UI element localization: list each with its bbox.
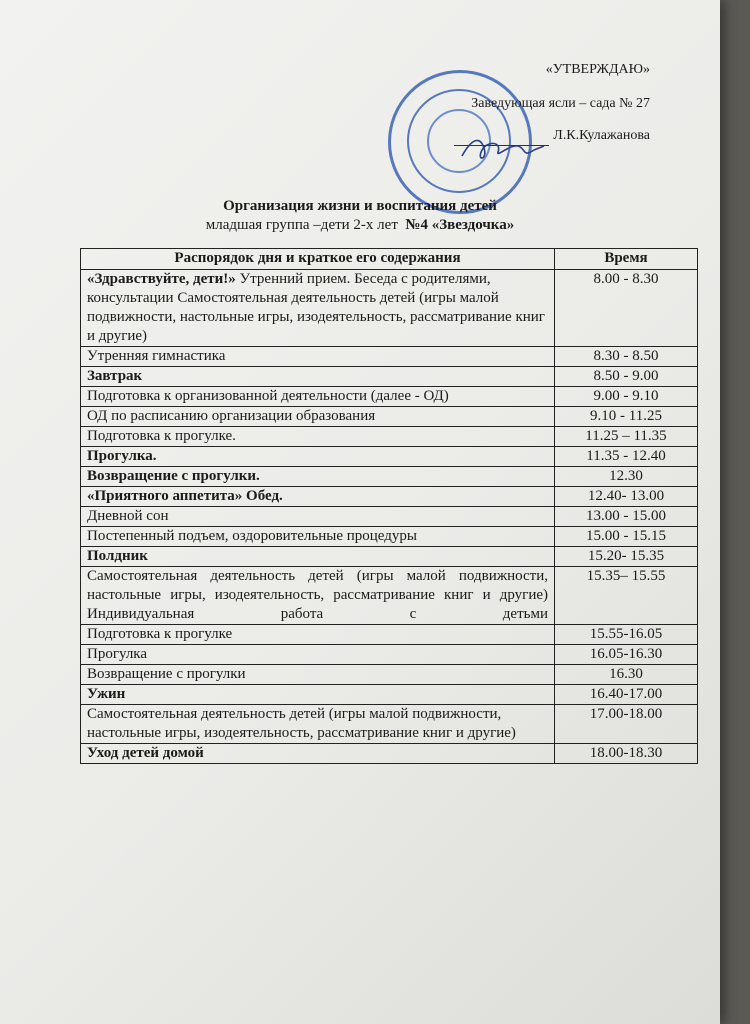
activity-cell	[81, 567, 555, 625]
activity-text: Самостоятельная деятельность детей (игры малой подвижности, настольные игры, изодеятельность, рассматривание книг и другие)	[87, 706, 516, 741]
activity-cell	[81, 367, 555, 387]
activity-text: Прогулка	[87, 646, 148, 662]
table-row	[81, 507, 698, 527]
activity-cell	[81, 467, 555, 487]
time-cell: 15.00 - 15.15	[555, 527, 698, 547]
time-cell: 17.00-18.00	[555, 705, 698, 744]
table-row	[81, 705, 698, 744]
header-activity: Распорядок дня и краткое его содержания	[81, 249, 555, 270]
time-cell: 9.10 - 11.25	[555, 407, 698, 427]
table-row	[81, 387, 698, 407]
time-cell: 8.50 - 9.00	[555, 367, 698, 387]
activity-cell	[81, 685, 555, 705]
time-cell: 12.30	[555, 467, 698, 487]
header-time: Время	[555, 249, 698, 270]
activity-text: Утренняя гимнастика	[87, 348, 226, 364]
time-cell: 8.00 - 8.30	[555, 270, 698, 347]
table-row	[81, 625, 698, 645]
approval-position: Заведующая ясли – сада № 27	[471, 96, 650, 111]
time-cell: 16.40-17.00	[555, 685, 698, 705]
schedule-rows	[81, 270, 698, 764]
activity-text: Утренний прием. Беседа с родителями, консультации Самостоятельная деятельность детей (игры малой подвижности, настольные игры, изодеятельность, рассматривание книг и другие)	[87, 271, 545, 344]
activity-cell	[81, 527, 555, 547]
time-cell: 15.35– 15.55	[555, 567, 698, 625]
activity-cell	[81, 270, 555, 347]
approval-name: Л.К.Кулажанова	[553, 128, 650, 143]
activity-cell	[81, 547, 555, 567]
activity-bold-text: «Приятного аппетита» Обед.	[87, 488, 283, 504]
time-cell: 8.30 - 8.50	[555, 347, 698, 367]
activity-cell	[81, 625, 555, 645]
activity-cell	[81, 665, 555, 685]
activity-text: Постепенный подъем, оздоровительные процедуры	[87, 528, 417, 544]
table-row	[81, 367, 698, 387]
activity-text: Подготовка к прогулке	[87, 626, 233, 642]
table-row	[81, 427, 698, 447]
activity-text: ОД по расписанию организации образования	[87, 408, 376, 424]
time-cell: 16.30	[555, 665, 698, 685]
activity-cell	[81, 347, 555, 367]
table-row	[81, 527, 698, 547]
approval-heading: «УТВЕРЖДАЮ»	[545, 62, 650, 77]
time-cell: 9.00 - 9.10	[555, 387, 698, 407]
subtitle-group-name: №4 «Звездочка»	[405, 217, 515, 233]
activity-cell	[81, 487, 555, 507]
table-row	[81, 407, 698, 427]
activity-bold-text: Ужин	[87, 686, 126, 702]
activity-cell	[81, 387, 555, 407]
table-row	[81, 685, 698, 705]
document-subtitle	[0, 217, 720, 234]
table-row	[81, 487, 698, 507]
activity-bold-text: Полдник	[87, 548, 148, 564]
table-row	[81, 645, 698, 665]
activity-cell	[81, 427, 555, 447]
time-cell: 15.55-16.05	[555, 625, 698, 645]
activity-cell	[81, 744, 555, 764]
schedule-table	[80, 248, 698, 764]
time-cell: 11.35 - 12.40	[555, 447, 698, 467]
activity-cell	[81, 407, 555, 427]
activity-bold-text: Возвращение с прогулки.	[87, 468, 260, 484]
time-cell: 16.05-16.30	[555, 645, 698, 665]
table-row	[81, 567, 698, 625]
table-row	[81, 467, 698, 487]
approval-block	[454, 60, 650, 146]
document-title: Организация жизни и воспитания детей	[223, 198, 497, 214]
activity-bold-text: Уход детей домой	[87, 745, 204, 761]
activity-bold-text: Прогулка.	[87, 448, 157, 464]
approval-signature-line	[454, 126, 650, 146]
activity-text: Подготовка к организованной деятельности (далее - ОД)	[87, 388, 449, 404]
table-header-row	[81, 249, 698, 270]
time-cell: 12.40- 13.00	[555, 487, 698, 507]
table-row	[81, 744, 698, 764]
time-cell: 13.00 - 15.00	[555, 507, 698, 527]
time-cell: 11.25 – 11.35	[555, 427, 698, 447]
activity-text: Дневной сон	[87, 508, 169, 524]
activity-text: Самостоятельная деятельность детей (игры малой подвижности, настольные игры, изодеятельность, рассматривание книг и другие) Индивидуальная работа с детьми	[87, 568, 548, 622]
activity-text: Возвращение с прогулки	[87, 666, 246, 682]
activity-text: Подготовка к прогулке.	[87, 428, 236, 444]
activity-cell	[81, 645, 555, 665]
table-row	[81, 665, 698, 685]
signature-blank	[454, 131, 549, 146]
table-row	[81, 347, 698, 367]
time-cell: 18.00-18.30	[555, 744, 698, 764]
time-cell: 15.20- 15.35	[555, 547, 698, 567]
subtitle-group-age: младшая группа –дети 2-х лет	[205, 217, 398, 233]
activity-cell	[81, 447, 555, 467]
activity-cell	[81, 507, 555, 527]
table-row	[81, 447, 698, 467]
activity-bold-text: Завтрак	[87, 368, 143, 384]
activity-bold-text: «Здравствуйте, дети!»	[87, 271, 236, 287]
table-row	[81, 270, 698, 347]
activity-cell	[81, 705, 555, 744]
table-row	[81, 547, 698, 567]
